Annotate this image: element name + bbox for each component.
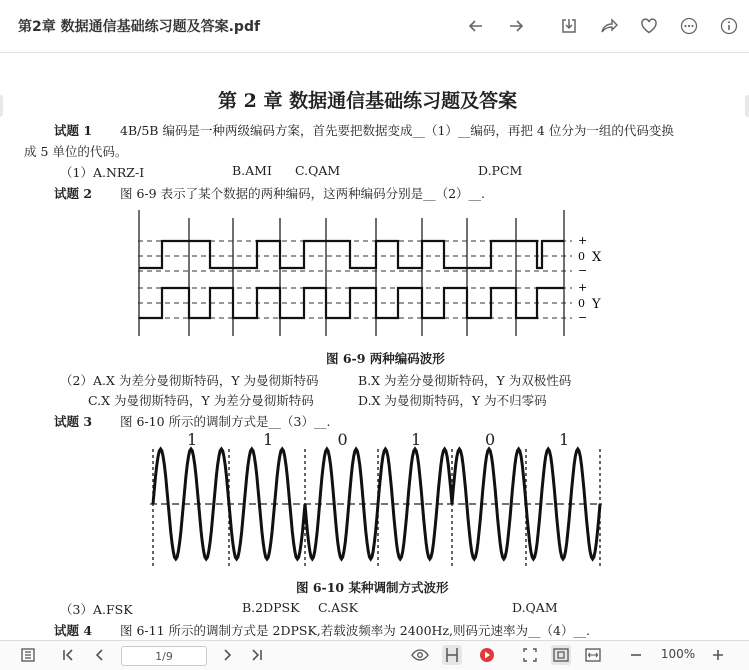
zoom-in-icon[interactable] — [708, 645, 728, 665]
q2-option-a: （2）A.X 为差分曼彻斯特码，Y 为曼彻斯特码 — [60, 373, 319, 388]
sidebar-icon[interactable] — [18, 645, 38, 665]
info-icon[interactable] — [717, 14, 741, 38]
question-1-text: 4B/5B 编码是一种两级编码方案，首先要把数据变成__（1）__编码，再把 4 位分为一组的代码变换 — [120, 123, 674, 138]
prev-page-icon[interactable] — [90, 645, 110, 665]
zoom-out-icon[interactable] — [626, 645, 646, 665]
question-2-text: 图 6-9 表示了某个数据的两种编码，这两种编码分别是__（2）__. — [120, 186, 486, 201]
svg-text:0: 0 — [578, 250, 585, 263]
bit-label: 1 — [559, 431, 570, 449]
svg-text:−: − — [578, 264, 588, 277]
page-number-input[interactable]: 1/9 — [121, 646, 207, 666]
prev-page-edge[interactable] — [0, 95, 3, 117]
question-4-label: 试题 4 — [54, 623, 93, 638]
fit-width-icon[interactable] — [583, 645, 603, 665]
q1-option-d: D.PCM — [478, 163, 523, 178]
svg-text:−: − — [578, 311, 588, 324]
q2-option-b: B.X 为差分曼彻斯特码，Y 为双极性码 — [358, 373, 572, 388]
q1-option-c: C.QAM — [295, 163, 341, 178]
eye-icon[interactable] — [410, 645, 430, 665]
q3-option-c: C.ASK — [318, 600, 359, 615]
bottom-toolbar — [0, 640, 749, 670]
question-1-label: 试题 1 — [54, 123, 93, 138]
first-page-icon[interactable] — [58, 645, 78, 665]
next-page-icon[interactable] — [217, 645, 237, 665]
bit-label: 1 — [187, 431, 198, 449]
document-page — [0, 53, 749, 640]
fit-page-icon[interactable] — [551, 645, 571, 665]
q2-option-c: C.X 为曼彻斯特码，Y 为差分曼彻斯特码 — [88, 393, 314, 408]
next-page-edge[interactable] — [745, 95, 749, 117]
encoding-waveform-figure — [132, 208, 612, 343]
back-arrow-icon[interactable] — [464, 14, 488, 38]
q3-option-d: D.QAM — [512, 600, 558, 615]
waveform-x-label: X — [592, 250, 602, 265]
top-bar — [0, 0, 749, 53]
fit-icon[interactable] — [520, 645, 540, 665]
figure-6-9-caption: 图 6-9 两种编码波形 — [326, 351, 445, 366]
waveform-x — [139, 241, 564, 268]
q1-option-b: B.AMI — [232, 163, 272, 178]
q2-option-d: D.X 为曼彻斯特码，Y 为不归零码 — [358, 393, 547, 408]
bit-label: 1 — [411, 431, 422, 449]
document-heading: 第 2 章 数据通信基础练习题及答案 — [218, 90, 518, 112]
bit-label: 0 — [485, 431, 496, 449]
svg-text:+: + — [578, 281, 588, 294]
single-page-icon[interactable] — [442, 645, 462, 665]
play-icon[interactable] — [477, 645, 497, 665]
figure-6-10-caption: 图 6-10 某种调制方式波形 — [296, 580, 449, 595]
waveform-y-label: Y — [592, 297, 601, 312]
svg-text:+: + — [578, 234, 588, 247]
question-2-label: 试题 2 — [54, 186, 93, 201]
bit-label: 0 — [337, 431, 348, 449]
share-icon[interactable] — [597, 14, 621, 38]
q3-option-a: （3）A.FSK — [60, 602, 133, 617]
question-3-label: 试题 3 — [54, 414, 93, 429]
bit-label: 1 — [263, 431, 274, 449]
q3-option-b: B.2DPSK — [242, 600, 300, 615]
document-title: 第2章 数据通信基础练习题及答案.pdf — [18, 19, 261, 35]
zoom-level[interactable]: 100% — [660, 647, 696, 661]
last-page-icon[interactable] — [247, 645, 267, 665]
download-icon[interactable] — [557, 14, 581, 38]
forward-arrow-icon[interactable] — [504, 14, 528, 38]
question-4-text: 图 6-11 所示的调制方式是 2DPSK,若载波频率为 2400Hz,则码元速率为__（4）__. — [120, 623, 590, 638]
modulation-waveform-figure — [140, 431, 610, 573]
question-3-text: 图 6-10 所示的调制方式是__（3）__. — [120, 414, 331, 429]
q1-option-a: （1）A.NRZ-I — [60, 165, 145, 180]
svg-text:0: 0 — [578, 297, 585, 310]
more-icon[interactable] — [677, 14, 701, 38]
question-1-text-cont: 成 5 单位的代码。 — [24, 144, 128, 159]
favorite-icon[interactable] — [637, 14, 661, 38]
